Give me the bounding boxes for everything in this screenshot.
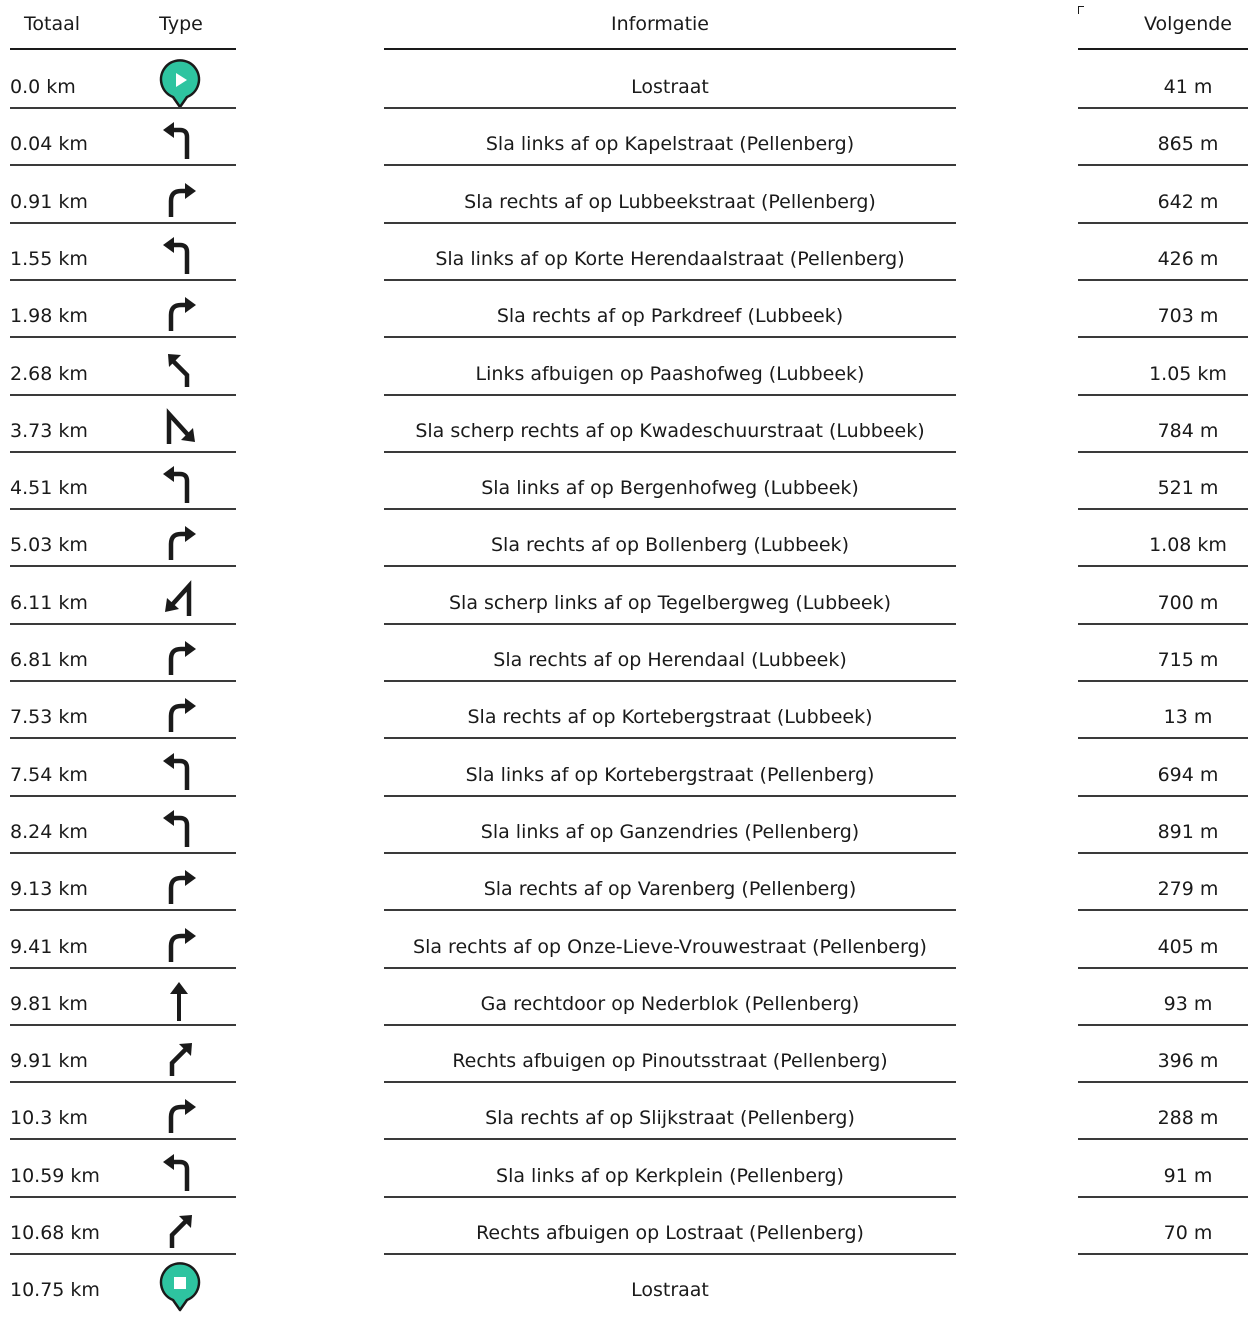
instruction-text: Sla rechts af op Slijkstraat (Pellenberg) (485, 1107, 855, 1130)
table-row (0, 746, 1248, 803)
start-marker-icon (150, 58, 210, 110)
table-row (0, 1147, 1248, 1204)
sharp-left-icon (150, 574, 210, 626)
table-row (0, 230, 1248, 287)
table-row (0, 975, 1248, 1032)
total-distance: 10.3 km (10, 1107, 88, 1130)
next-distance: 288 m (1157, 1107, 1219, 1130)
header-divider (384, 48, 956, 50)
row-divider (10, 737, 236, 739)
row-divider (384, 795, 956, 797)
next-distance: 13 m (1163, 706, 1213, 729)
row-divider (10, 795, 236, 797)
turn-right-icon (150, 516, 210, 568)
turn-right-icon (150, 918, 210, 970)
table-row (0, 574, 1248, 631)
next-distance: 396 m (1157, 1050, 1219, 1073)
row-divider (1078, 909, 1248, 911)
row-divider (10, 623, 236, 625)
row-divider (384, 107, 956, 109)
row-divider (10, 1138, 236, 1140)
row-divider (1078, 565, 1248, 567)
turn-left-icon (150, 803, 210, 855)
next-distance: 405 m (1157, 935, 1219, 958)
row-divider (10, 1196, 236, 1198)
row-divider (1078, 852, 1248, 854)
table-row (0, 287, 1248, 344)
instruction-text: Links afbuigen op Paashofweg (Lubbeek) (475, 362, 865, 385)
turn-left-icon (150, 230, 210, 282)
total-distance: 0.0 km (10, 76, 76, 98)
next-distance: 700 m (1157, 591, 1219, 614)
header-type: Type (159, 13, 203, 35)
turn-right-icon (150, 860, 210, 912)
row-divider (10, 508, 236, 510)
row-divider (384, 967, 956, 969)
row-divider (1078, 1138, 1248, 1140)
row-divider (1078, 1253, 1248, 1255)
table-row (0, 402, 1248, 459)
total-distance: 1.98 km (10, 305, 88, 328)
row-divider (384, 1138, 956, 1140)
row-divider (384, 909, 956, 911)
row-divider (384, 737, 956, 739)
row-divider (384, 623, 956, 625)
instruction-text: Sla rechts af op Onze-Lieve-Vrouwestraat (Pellenberg) (413, 935, 927, 958)
row-divider (10, 222, 236, 224)
table-row (0, 860, 1248, 917)
next-distance: 91 m (1163, 1164, 1213, 1187)
instruction-text: Sla links af op Kapelstraat (Pellenberg) (485, 133, 855, 156)
turn-right-icon (150, 688, 210, 740)
row-divider (384, 279, 956, 281)
instruction-text: Sla rechts af op Herendaal (Lubbeek) (493, 649, 847, 671)
row-divider (1078, 1024, 1248, 1026)
header-next: Volgende (1144, 13, 1232, 35)
total-distance: 0.91 km (10, 190, 88, 213)
total-distance: 6.11 km (10, 591, 88, 614)
next-distance: 1.08 km (1149, 534, 1227, 557)
instruction-text: Lostraat (631, 76, 709, 98)
row-divider (1078, 508, 1248, 510)
row-divider (10, 279, 236, 281)
instruction-text: Ga rechtdoor op Nederblok (Pellenberg) (480, 992, 860, 1015)
row-divider (1078, 1081, 1248, 1083)
header-divider (10, 48, 236, 50)
row-divider (10, 1253, 236, 1255)
row-divider (1078, 164, 1248, 166)
next-distance: 521 m (1157, 477, 1219, 500)
row-divider (384, 394, 956, 396)
row-divider (10, 1024, 236, 1026)
row-divider (1078, 222, 1248, 224)
next-distance: 1.05 km (1149, 362, 1227, 385)
instruction-text: Sla links af op Kortebergstraat (Pellenberg) (465, 763, 875, 786)
row-divider (1078, 623, 1248, 625)
row-divider (384, 565, 956, 567)
row-divider (384, 336, 956, 338)
next-distance: 694 m (1157, 763, 1219, 786)
row-divider (1078, 451, 1248, 453)
row-divider (1078, 1196, 1248, 1198)
row-divider (10, 1081, 236, 1083)
table-row (0, 58, 1248, 115)
row-divider (1078, 967, 1248, 969)
row-divider (1078, 394, 1248, 396)
table-row (0, 516, 1248, 573)
table-row (0, 1204, 1248, 1261)
row-divider (10, 451, 236, 453)
turn-left-icon (150, 1147, 210, 1199)
next-distance: 642 m (1157, 190, 1219, 213)
row-divider (384, 451, 956, 453)
total-distance: 5.03 km (10, 534, 88, 557)
total-distance: 7.53 km (10, 706, 88, 729)
instruction-text: Sla links af op Korte Herendaalstraat (Pellenberg) (435, 247, 905, 270)
row-divider (384, 1081, 956, 1083)
next-distance: 70 m (1163, 1222, 1213, 1244)
row-divider (1078, 107, 1248, 109)
turn-right-icon (150, 173, 210, 225)
table-row (0, 803, 1248, 860)
corner-mark (1078, 6, 1084, 14)
total-distance: 10.75 km (10, 1279, 100, 1302)
row-divider (10, 680, 236, 682)
row-divider (10, 164, 236, 166)
row-divider (1078, 336, 1248, 338)
slight-left-icon (150, 345, 210, 397)
row-divider (384, 1253, 956, 1255)
total-distance: 7.54 km (10, 763, 88, 786)
row-divider (384, 508, 956, 510)
table-row (0, 631, 1248, 688)
next-distance: 279 m (1157, 878, 1219, 901)
turn-right-icon (150, 1089, 210, 1141)
next-distance: 784 m (1157, 419, 1219, 442)
next-distance: 703 m (1157, 305, 1219, 328)
row-divider (1078, 737, 1248, 739)
header-info: Informatie (610, 13, 709, 35)
total-distance: 3.73 km (10, 419, 88, 442)
total-distance: 1.55 km (10, 247, 88, 270)
table-row (0, 173, 1248, 230)
instruction-text: Rechts afbuigen op Pinoutsstraat (Pellenberg) (452, 1050, 888, 1073)
total-distance: 10.59 km (10, 1164, 100, 1187)
table-row (0, 1261, 1248, 1318)
row-divider (384, 1196, 956, 1198)
next-distance: 715 m (1157, 649, 1219, 671)
row-divider (10, 565, 236, 567)
turn-right-icon (150, 287, 210, 339)
total-distance: 9.91 km (10, 1050, 88, 1073)
instruction-text: Sla rechts af op Varenberg (Pellenberg) (483, 878, 857, 901)
header-divider (1078, 48, 1248, 50)
turn-right-icon (150, 631, 210, 683)
total-distance: 6.81 km (10, 649, 88, 671)
instruction-text: Sla scherp links af op Tegelbergweg (Lubbeek) (449, 591, 891, 614)
table-row (0, 1089, 1248, 1146)
total-distance: 10.68 km (10, 1222, 100, 1244)
next-distance: 891 m (1157, 820, 1219, 843)
row-divider (1078, 795, 1248, 797)
total-distance: 9.81 km (10, 992, 88, 1015)
table-row (0, 918, 1248, 975)
next-distance: 426 m (1157, 247, 1219, 270)
total-distance: 4.51 km (10, 477, 88, 500)
next-distance: 93 m (1163, 992, 1213, 1015)
turn-left-icon (150, 459, 210, 511)
finish-marker-icon (150, 1261, 210, 1313)
total-distance: 8.24 km (10, 820, 88, 843)
row-divider (10, 394, 236, 396)
instruction-text: Sla rechts af op Parkdreef (Lubbeek) (496, 305, 844, 328)
table-row (0, 115, 1248, 172)
row-divider (1078, 279, 1248, 281)
row-divider (10, 909, 236, 911)
turn-left-icon (150, 115, 210, 167)
total-distance: 9.13 km (10, 878, 88, 901)
next-distance: 41 m (1163, 76, 1213, 98)
instruction-text: Rechts afbuigen op Lostraat (Pellenberg) (476, 1222, 864, 1244)
row-divider (10, 107, 236, 109)
instruction-text: Sla rechts af op Kortebergstraat (Lubbeek) (467, 706, 873, 729)
table-row (0, 459, 1248, 516)
straight-icon (150, 975, 210, 1027)
total-distance: 9.41 km (10, 935, 88, 958)
instruction-text: Sla links af op Bergenhofweg (Lubbeek) (481, 477, 859, 500)
total-distance: 2.68 km (10, 362, 88, 385)
row-divider (384, 852, 956, 854)
table-row (0, 345, 1248, 402)
row-divider (384, 222, 956, 224)
next-distance: 865 m (1157, 133, 1219, 156)
row-divider (384, 164, 956, 166)
row-divider (384, 1024, 956, 1026)
instruction-text: Sla scherp rechts af op Kwadeschuurstraat (Lubbeek) (415, 419, 925, 442)
row-divider (10, 967, 236, 969)
instruction-text: Sla links af op Kerkplein (Pellenberg) (496, 1164, 844, 1187)
instruction-text: Sla links af op Ganzendries (Pellenberg) (480, 820, 860, 843)
row-divider (1078, 680, 1248, 682)
header-total: Totaal (24, 13, 81, 35)
table-row (0, 688, 1248, 745)
sharp-right-icon (150, 402, 210, 454)
slight-right-icon (150, 1204, 210, 1256)
total-distance: 0.04 km (10, 133, 88, 156)
row-divider (384, 680, 956, 682)
instruction-text: Lostraat (631, 1279, 709, 1302)
instruction-text: Sla rechts af op Lubbeekstraat (Pellenberg) (464, 190, 876, 213)
slight-right-icon (150, 1032, 210, 1084)
turn-left-icon (150, 746, 210, 798)
row-divider (10, 852, 236, 854)
row-divider (10, 336, 236, 338)
table-row (0, 1032, 1248, 1089)
instruction-text: Sla rechts af op Bollenberg (Lubbeek) (491, 534, 849, 557)
